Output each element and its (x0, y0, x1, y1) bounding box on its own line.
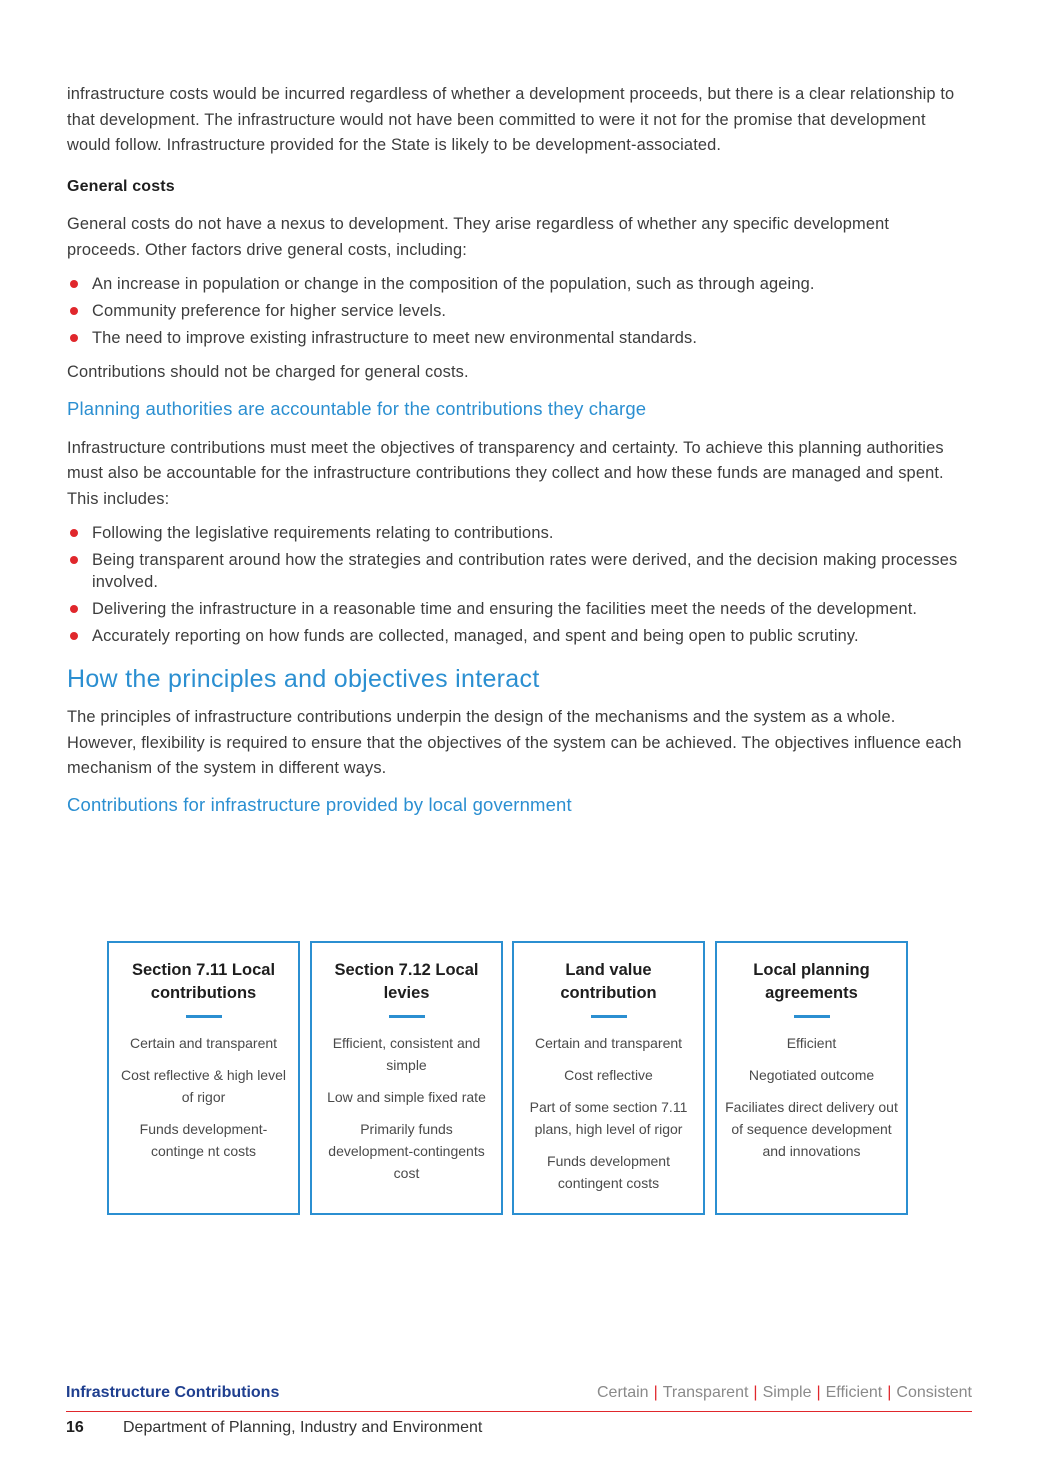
footer-value: Transparent (662, 1384, 749, 1401)
box-item: Low and simple fixed rate (327, 1089, 486, 1105)
box-divider (389, 1015, 425, 1018)
footer-divider (66, 1411, 972, 1412)
list-item: The need to improve existing infrastructure to meet new environmental standards. (67, 327, 967, 349)
box-local-planning (715, 941, 908, 1215)
page-number: 16 (66, 1419, 84, 1436)
section-heading: How the principles and objectives interact (67, 665, 540, 693)
main-content (67, 82, 967, 832)
general-costs-note: Contributions should not be charged for general costs. (67, 363, 469, 381)
list-item: An increase in population or change in the composition of the population, such as through ageing. (67, 273, 967, 295)
box-item: Funds development-continge nt costs (139, 1121, 268, 1159)
box-divider (591, 1015, 627, 1018)
footer-title: Infrastructure Contributions (66, 1384, 280, 1401)
bullet-icon (70, 605, 78, 613)
box-item: Certain and transparent (534, 1035, 683, 1051)
box-divider (794, 1015, 830, 1018)
box-item: Negotiated outcome (748, 1067, 875, 1083)
intro-paragraph: infrastructure costs would be incurred regardless of whether a development proceeds, but there is a clear relationship to that development. The infrastructure would not have been committed to were it not for the promise that development would follow. Infrastructure provided for the State is likely to be development-associated. (67, 85, 955, 154)
box-item: Cost reflective (564, 1067, 653, 1083)
box-title: Land value contribution (560, 961, 657, 1002)
box-land-value (512, 941, 705, 1215)
box-item: Primarily funds development-contingents cost (328, 1121, 485, 1181)
box-title: Section 7.11 Local contributions (131, 961, 276, 1002)
bullet-icon (70, 632, 78, 640)
box-item: Cost reflective & high level of rigor (121, 1067, 286, 1105)
footer-value: Efficient (825, 1384, 883, 1401)
principles-paragraph: The principles of infrastructure contributions underpin the design of the mechanisms and the system as a whole. However, flexibility is required to ensure that the objectives of the system can be achieved. The objectives influence each mechanism of the system in different ways. (67, 708, 962, 777)
box-item: Efficient (786, 1035, 837, 1051)
box-section-712 (310, 941, 503, 1215)
box-item: Faciliates direct delivery out of sequence development and innovations (725, 1099, 898, 1159)
list-item: Following the legislative requirements relating to contributions. (67, 522, 967, 544)
department-name: Department of Planning, Industry and Environment (123, 1419, 483, 1436)
bullet-icon (70, 529, 78, 537)
list-item: Being transparent around how the strategies and contribution rates were derived, and the decision making processes involved. (67, 549, 967, 593)
footer-separator: | (887, 1384, 892, 1401)
box-item: Certain and transparent (129, 1035, 278, 1051)
footer-value: Consistent (896, 1384, 972, 1401)
list-item: Delivering the infrastructure in a reasonable time and ensuring the facilities meet the needs of the development. (67, 598, 967, 620)
list-item: Community preference for higher service levels. (67, 300, 967, 322)
accountability-subheading: Planning authorities are accountable for the contributions they charge (67, 397, 647, 419)
bullet-icon (70, 307, 78, 315)
accountability-list (67, 522, 967, 647)
box-title: Section 7.12 Local levies (334, 961, 479, 1002)
footer-value: Simple (762, 1384, 812, 1401)
box-title: Local planning agreements (753, 961, 870, 1002)
bullet-icon (70, 280, 78, 288)
footer-separator: | (753, 1384, 758, 1401)
bullet-icon (70, 334, 78, 342)
footer-value: Certain (597, 1384, 649, 1401)
general-costs-list (67, 273, 967, 349)
footer-separator: | (653, 1384, 658, 1401)
footer-separator: | (816, 1384, 821, 1401)
footer-values (597, 1384, 972, 1402)
accountability-paragraph: Infrastructure contributions must meet the objectives of transparency and certainty. To achieve this planning authorities must also be accountable for the infrastructure contributions they collect and how these funds are managed and spent. This includes: (67, 438, 944, 508)
general-costs-heading: General costs (67, 177, 175, 195)
bullet-icon (70, 556, 78, 564)
mechanism-boxes (107, 941, 913, 1219)
box-divider (186, 1015, 222, 1018)
box-item: Efficient, consistent and simple (332, 1035, 481, 1073)
general-costs-paragraph: General costs do not have a nexus to development. They arise regardless of whether any specific development proceeds. Other factors drive general costs, including: (67, 215, 890, 259)
box-section-711 (107, 941, 300, 1215)
box-item: Part of some section 7.11 plans, high level of rigor (529, 1099, 688, 1137)
box-item: Funds development contingent costs (547, 1153, 670, 1191)
local-government-subheading: Contributions for infrastructure provided by local government (67, 793, 572, 815)
list-item: Accurately reporting on how funds are collected, managed, and spent and being open to public scrutiny. (67, 625, 967, 647)
